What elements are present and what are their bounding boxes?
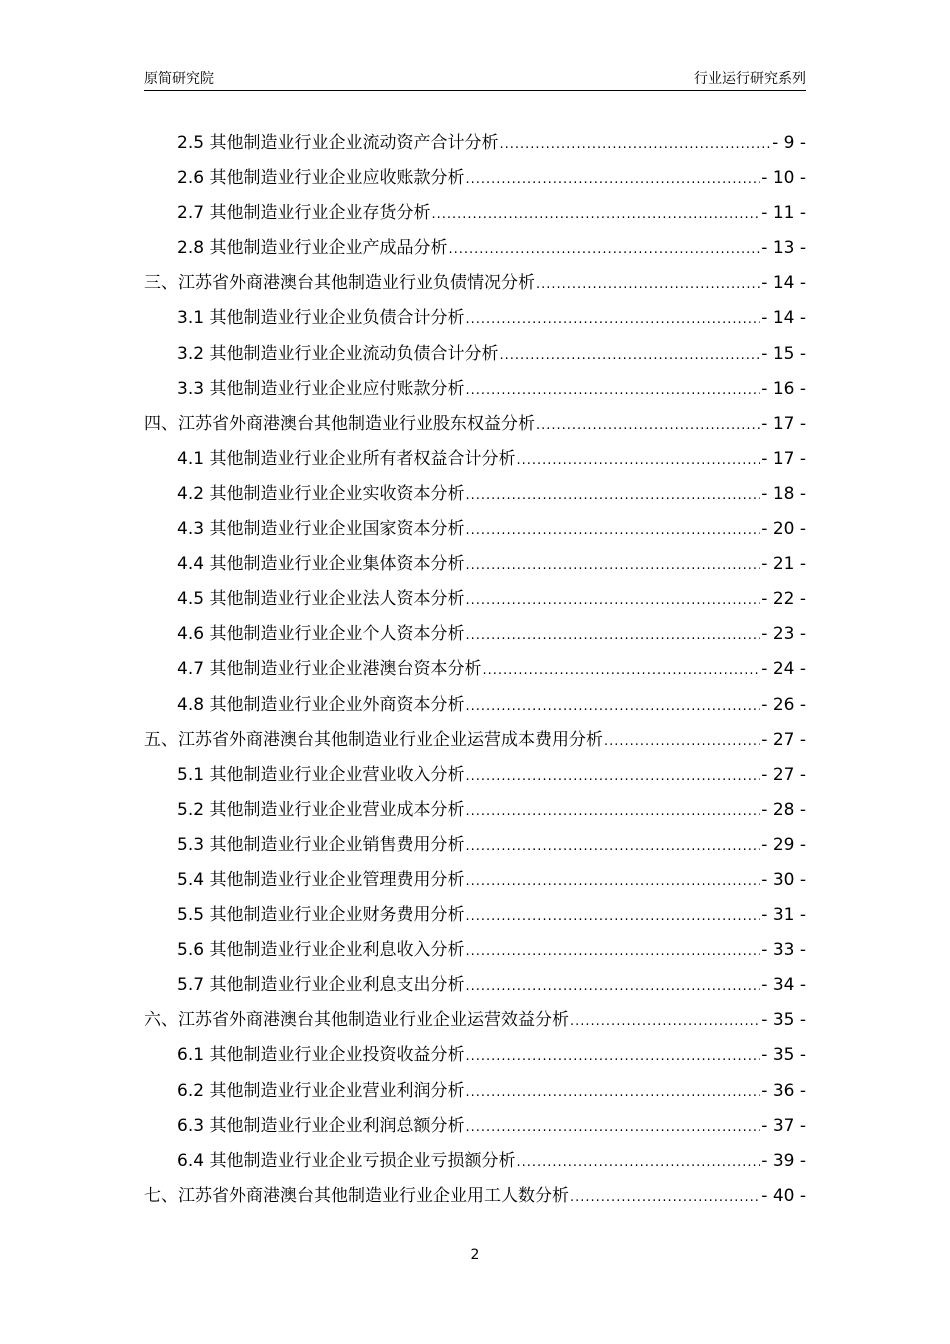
- toc-entry-title: 4.4 其他制造业行业企业集体资本分析: [177, 554, 465, 575]
- toc-entry-page: - 14 -: [761, 273, 806, 294]
- toc-dot-leader: [465, 558, 760, 573]
- toc-entry-title: 5.2 其他制造业行业企业营业成本分析: [177, 799, 465, 820]
- toc-entry-page: - 28 -: [761, 799, 806, 820]
- toc-section-entry[interactable]: [144, 303, 806, 338]
- toc-entry-title: 4.1 其他制造业行业企业所有者权益合计分析: [177, 448, 516, 469]
- toc-entry-title: 5.7 其他制造业行业企业利息支出分析: [177, 975, 465, 996]
- header-series-title: 行业运行研究系列: [694, 71, 806, 87]
- toc-section-entry[interactable]: [144, 584, 806, 619]
- toc-entry-page: - 27 -: [761, 729, 806, 750]
- toc-dot-leader: [465, 804, 760, 819]
- toc-dot-leader: [536, 277, 760, 292]
- toc-entry-page: - 35 -: [761, 1010, 806, 1031]
- toc-section-entry[interactable]: [144, 795, 806, 830]
- toc-dot-leader: [465, 979, 760, 994]
- toc-dot-leader: [465, 909, 760, 924]
- toc-entry-title: 4.5 其他制造业行业企业法人资本分析: [177, 589, 465, 610]
- toc-section-entry[interactable]: [144, 514, 806, 549]
- toc-entry-title: 3.2 其他制造业行业企业流动负债合计分析: [177, 343, 499, 364]
- page-header: [144, 66, 806, 91]
- toc-entry-title: 3.3 其他制造业行业企业应付账款分析: [177, 378, 465, 399]
- toc-dot-leader: [465, 1120, 760, 1135]
- toc-chapter-entry[interactable]: [144, 409, 806, 444]
- toc-entry-page: - 15 -: [761, 343, 806, 364]
- toc-entry-page: - 17 -: [761, 413, 806, 434]
- toc-chapter-entry[interactable]: [144, 1005, 806, 1040]
- toc-section-entry[interactable]: [144, 128, 806, 163]
- toc-entry-page: - 40 -: [761, 1185, 806, 1206]
- toc-entry-title: 5.5 其他制造业行业企业财务费用分析: [177, 905, 465, 926]
- toc-entry-page: - 39 -: [761, 1150, 806, 1171]
- toc-entry-title: 4.2 其他制造业行业企业实收资本分析: [177, 483, 465, 504]
- toc-entry-page: - 26 -: [761, 694, 806, 715]
- toc-entry-page: - 33 -: [761, 940, 806, 961]
- toc-section-entry[interactable]: [144, 339, 806, 374]
- toc-entry-title: 5.4 其他制造业行业企业管理费用分析: [177, 869, 465, 890]
- toc-entry-title: 4.8 其他制造业行业企业外商资本分析: [177, 694, 465, 715]
- toc-dot-leader: [465, 593, 760, 608]
- table-of-contents: [144, 128, 806, 1216]
- toc-entry-page: - 9 -: [772, 133, 806, 153]
- toc-section-entry[interactable]: [144, 865, 806, 900]
- toc-section-entry[interactable]: [144, 444, 806, 479]
- toc-dot-leader: [465, 523, 760, 538]
- toc-section-entry[interactable]: [144, 935, 806, 970]
- toc-entry-page: - 31 -: [761, 905, 806, 926]
- toc-section-entry[interactable]: [144, 690, 806, 725]
- toc-entry-title: 七、江苏省外商港澳台其他制造业行业企业用工人数分析: [144, 1185, 569, 1206]
- toc-section-entry[interactable]: [144, 198, 806, 233]
- toc-entry-page: - 10 -: [761, 168, 806, 189]
- toc-section-entry[interactable]: [144, 830, 806, 865]
- toc-entry-page: - 30 -: [761, 869, 806, 890]
- toc-entry-title: 6.1 其他制造业行业企业投资收益分析: [177, 1045, 465, 1066]
- toc-entry-page: - 23 -: [761, 624, 806, 645]
- toc-entry-page: - 21 -: [761, 554, 806, 575]
- toc-dot-leader: [604, 734, 760, 749]
- toc-dot-leader: [499, 137, 771, 152]
- toc-entry-title: 2.8 其他制造业行业企业产成品分析: [177, 238, 448, 259]
- toc-entry-title: 五、江苏省外商港澳台其他制造业行业企业运营成本费用分析: [144, 729, 603, 750]
- toc-dot-leader: [570, 1190, 760, 1205]
- toc-dot-leader: [465, 944, 760, 959]
- toc-entry-title: 4.3 其他制造业行业企业国家资本分析: [177, 519, 465, 540]
- header-publisher: 原简研究院: [144, 71, 214, 87]
- toc-entry-page: - 34 -: [761, 975, 806, 996]
- toc-entry-page: - 22 -: [761, 589, 806, 610]
- toc-entry-page: - 16 -: [761, 378, 806, 399]
- toc-dot-leader: [516, 453, 760, 468]
- toc-entry-page: - 37 -: [761, 1115, 806, 1136]
- toc-entry-page: - 27 -: [761, 764, 806, 785]
- toc-chapter-entry[interactable]: [144, 268, 806, 303]
- toc-dot-leader: [516, 1155, 760, 1170]
- toc-section-entry[interactable]: [144, 233, 806, 268]
- toc-entry-title: 4.7 其他制造业行业企业港澳台资本分析: [177, 659, 482, 680]
- toc-dot-leader: [465, 383, 760, 398]
- toc-entry-title: 4.6 其他制造业行业企业个人资本分析: [177, 624, 465, 645]
- toc-entry-title: 5.1 其他制造业行业企业营业收入分析: [177, 764, 465, 785]
- toc-entry-title: 5.3 其他制造业行业企业销售费用分析: [177, 834, 465, 855]
- toc-entry-page: - 13 -: [761, 238, 806, 259]
- toc-dot-leader: [465, 874, 760, 889]
- toc-entry-title: 四、江苏省外商港澳台其他制造业行业股东权益分析: [144, 413, 535, 434]
- toc-dot-leader: [465, 1085, 760, 1100]
- toc-section-entry[interactable]: [144, 970, 806, 1005]
- toc-section-entry[interactable]: [144, 374, 806, 409]
- toc-entry-title: 2.5 其他制造业行业企业流动资产合计分析: [177, 133, 499, 153]
- toc-section-entry[interactable]: [144, 1076, 806, 1111]
- toc-entry-title: 3.1 其他制造业行业企业负债合计分析: [177, 308, 465, 329]
- toc-dot-leader: [431, 207, 760, 222]
- toc-dot-leader: [499, 348, 760, 363]
- toc-entry-title: 6.4 其他制造业行业企业亏损企业亏损额分析: [177, 1150, 516, 1171]
- toc-entry-title: 三、江苏省外商港澳台其他制造业行业负债情况分析: [144, 273, 535, 294]
- toc-entry-title: 6.2 其他制造业行业企业营业利润分析: [177, 1080, 465, 1101]
- toc-dot-leader: [465, 769, 760, 784]
- toc-entry-page: - 20 -: [761, 519, 806, 540]
- toc-dot-leader: [482, 663, 760, 678]
- toc-section-entry[interactable]: [144, 163, 806, 198]
- toc-dot-leader: [536, 418, 760, 433]
- toc-section-entry[interactable]: [144, 1111, 806, 1146]
- toc-dot-leader: [465, 839, 760, 854]
- toc-section-entry[interactable]: [144, 1146, 806, 1181]
- toc-dot-leader: [465, 628, 760, 643]
- toc-chapter-entry[interactable]: [144, 1181, 806, 1216]
- toc-entry-page: - 24 -: [761, 659, 806, 680]
- toc-dot-leader: [465, 312, 760, 327]
- toc-dot-leader: [448, 242, 760, 257]
- toc-entry-page: - 17 -: [761, 448, 806, 469]
- toc-entry-page: - 29 -: [761, 834, 806, 855]
- toc-section-entry[interactable]: [144, 479, 806, 514]
- toc-dot-leader: [465, 699, 760, 714]
- toc-entry-page: - 11 -: [761, 203, 806, 224]
- toc-section-entry[interactable]: [144, 900, 806, 935]
- toc-entry-title: 6.3 其他制造业行业企业利润总额分析: [177, 1115, 465, 1136]
- toc-dot-leader: [570, 1014, 760, 1029]
- toc-entry-title: 2.7 其他制造业行业企业存货分析: [177, 203, 431, 224]
- toc-entry-page: - 35 -: [761, 1045, 806, 1066]
- toc-entry-page: - 18 -: [761, 483, 806, 504]
- toc-section-entry[interactable]: [144, 654, 806, 689]
- page-number: 2: [470, 1247, 480, 1263]
- toc-section-entry[interactable]: [144, 760, 806, 795]
- toc-entry-title: 六、江苏省外商港澳台其他制造业行业企业运营效益分析: [144, 1010, 569, 1031]
- toc-entry-title: 2.6 其他制造业行业企业应收账款分析: [177, 168, 465, 189]
- toc-section-entry[interactable]: [144, 619, 806, 654]
- toc-dot-leader: [465, 488, 760, 503]
- toc-chapter-entry[interactable]: [144, 725, 806, 760]
- toc-entry-page: - 14 -: [761, 308, 806, 329]
- toc-dot-leader: [465, 1049, 760, 1064]
- toc-entry-title: 5.6 其他制造业行业企业利息收入分析: [177, 940, 465, 961]
- toc-section-entry[interactable]: [144, 1040, 806, 1075]
- toc-entry-page: - 36 -: [761, 1080, 806, 1101]
- toc-section-entry[interactable]: [144, 549, 806, 584]
- toc-dot-leader: [465, 172, 760, 187]
